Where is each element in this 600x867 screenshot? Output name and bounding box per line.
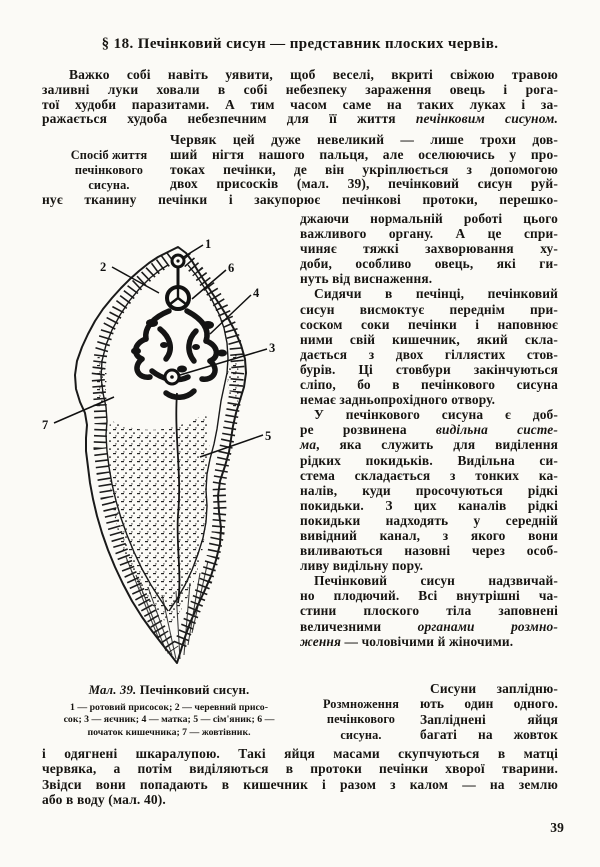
margin-note-reproduction: Розмноження печінкового сисуна. xyxy=(322,697,400,742)
fluke-ovary-dot xyxy=(170,375,174,379)
paragraph-eggs: і одягнені шкаралупою. Такі яйця масами скупчуються в матці червяка, а потім виділяються в протоки печінки хворої тварини. Звідси вони попадають в кишечник і разом з калом — на землю або в воду (мал. 40). xyxy=(42,746,558,808)
page-title: § 18. Печінковий сисун — представник плоских червів. xyxy=(101,36,499,52)
figure-caption-block xyxy=(40,683,298,739)
paragraph-fertility: Печінковий сисун надзвичай- но плодючий. Всі внутрішні ча- стини плоского тіла заповнені величезними органами розмно- ження — чоловічими й жіночими. xyxy=(300,573,558,649)
margin-note-way-of-life: Спосіб життя печінкового сисуна. xyxy=(70,148,148,193)
figure-label-7: 7 xyxy=(42,418,49,432)
paragraph-reproduction-column: Сисуни заплідню- ють один одного. Запліднені яйця багаті на жовток xyxy=(420,681,558,742)
paragraph-worm-full-line: нує тканину печінки і закупорює печінкові протоки, перешко- xyxy=(42,192,558,207)
figure-label-2: 2 xyxy=(100,260,107,274)
paragraph-damage: джаючи нормальній роботі цього важливого органу. А це спри- чиняє тяжкі захворювання ху- доби, особливо овець, які ги- нуть від виснаження. xyxy=(300,211,558,287)
paragraph-feeding: Сидячи в печінці, печінковий сисун висмоктує переднім при- соском соки печінки і наповнює ними свій кишечник, який скла- дається з двох гіллястих стов- бурів. Ці стовбури закінчуються сліпо, бо в печінкового сисуна немає задньопрохідного отвору. xyxy=(300,286,558,408)
paragraph-worm-description: Червяк цей дуже невеликий — лише трохи дов- ший нігтя нашого пальця, але оселюючись у про- токах печінки, де він укріплюється з допомогою двох присосків (мал. 39), печінковий сисун руй- xyxy=(170,132,558,192)
page-number: 39 xyxy=(550,820,564,835)
figure-legend: 1 — ротовий присосок; 2 — черевний присо- сок; 3 — яєчник; 4 — матка; 5 — сім'яник; 6 — початок кишечника; 7 — жовтівник. xyxy=(63,702,275,738)
figure-label-1: 1 xyxy=(205,237,212,251)
intro-paragraph: Важко собі навіть уявити, щоб веселі, вкриті свіжою травою заливні луки ховали в собі небезпеку зараження овець і рога- тої худоби паразитами. А тим часом саме на таких луках і за- ражається худоба небезпечним для її життя печінковим сисуном. xyxy=(42,67,558,127)
figure-label-3: 3 xyxy=(269,341,276,355)
figure-label-5: 5 xyxy=(265,429,272,443)
figure-label-4: 4 xyxy=(253,286,260,300)
paragraph-excretion: У печінкового сисуна є доб- ре розвинена видільна систе- ма, яка служить для виділення рідких покидьків. Видільна си- стема складається з тонких ка- налів, куди просочуються рідкі покидьки. З цих каналів рідкі покидьки надходять у середній вивідний канал, з якого вони виливаються назовні через особ- ливу видільну пору. xyxy=(300,407,558,574)
figure-label-6: 6 xyxy=(228,261,235,275)
figure-liver-fluke-drawing xyxy=(40,235,300,677)
fluke-oral-sucker-dot xyxy=(176,259,179,262)
figure-caption: Мал. 39. Печінковий сисун. xyxy=(88,683,250,697)
right-text-column xyxy=(300,211,558,649)
